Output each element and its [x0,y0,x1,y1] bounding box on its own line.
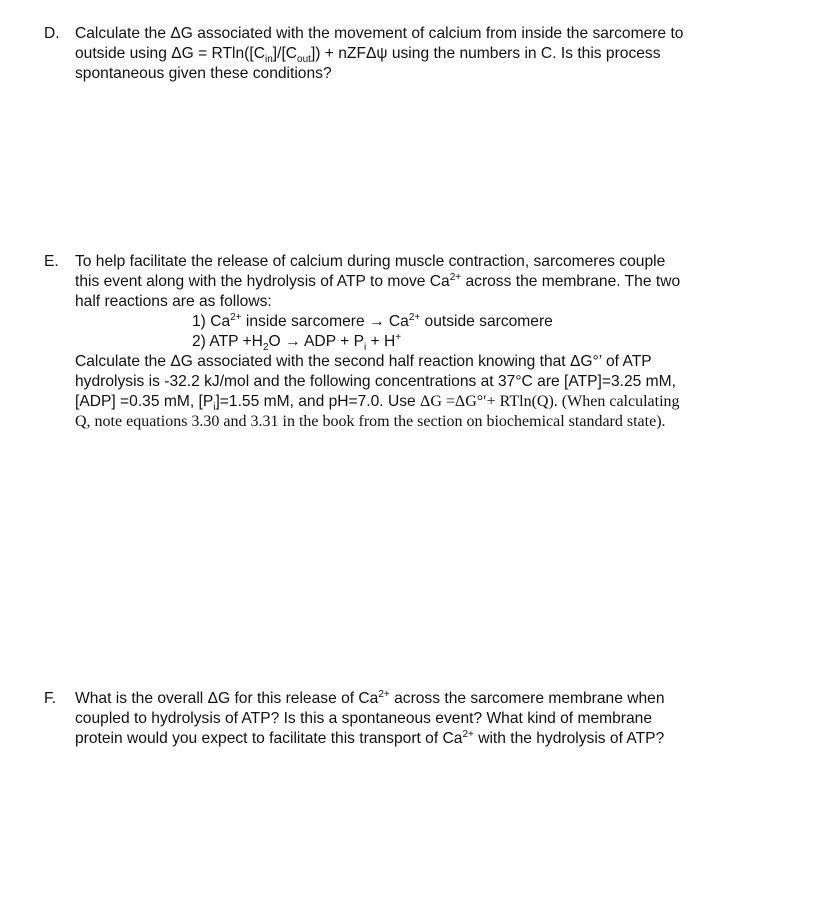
question-e-equation: ΔG =ΔG°′+ RTln(Q). (When calculating [420,393,680,410]
question-d-label: D. [44,25,60,42]
question-f-text-3-post: with the hydrolysis of ATP? [473,730,665,747]
question-f-label: F. [44,690,57,707]
half-reaction-1-mid: inside sarcomere → Ca [241,313,409,330]
subscript-i: i [363,342,367,354]
question-e-calc-2: hydrolysis is -32.2 kJ/mol and the following concentrations at 37°C are [ATP]=3.25 mM, [75,373,676,390]
question-e-text-1: To help facilitate the release of calcium during muscle contraction, sarcomeres couple [75,253,666,270]
question-d-text-1: Calculate the ΔG associated with the movement of calcium from inside the sarcomere to [75,25,684,42]
question-e-calc-3-mid: ]=1.55 mM, and pH=7.0. Use [215,393,421,410]
subscript-i: i [213,402,216,414]
question-e-calc-4: Q, note equations 3.30 and 3.31 in the book from the section on biochemical standard state). [75,413,666,430]
question-e-line-3: half reactions are as follows: [75,293,272,310]
question-e-calc-3-pre: [ADP] =0.35 mM, [P [75,393,214,410]
superscript-2plus: 2+ [462,728,474,740]
subscript-out: out [297,54,311,66]
question-f-text-1-pre: What is the overall ΔG for this release of Ca [75,690,379,707]
question-e-calc-3 [44,392,804,412]
question-d-line-2 [44,44,804,64]
question-d [44,24,804,84]
half-reaction-1-post: outside sarcomere [420,313,553,330]
question-e-text-2-pre: this event along with the hydrolysis of ATP to move Ca [75,273,450,290]
question-d-line-1 [44,24,804,44]
superscript-2plus: 2+ [378,688,390,700]
question-e [44,252,804,432]
superscript-2plus: 2+ [408,311,421,323]
superscript-2plus: 2+ [230,311,242,323]
question-f-line-2: coupled to hydrolysis of ATP? Is this a spontaneous event? What kind of membrane [75,710,652,727]
question-e-line-1 [44,252,804,272]
question-d-line-3: spontaneous given these conditions? [75,65,332,82]
half-reaction-2-mid2: + H [366,333,396,350]
half-reaction-2-mid: O → ADP + P [268,333,364,350]
question-f-line-3 [44,729,804,749]
half-reaction-1 [44,312,804,332]
half-reaction-1-pre: 1) Ca [192,313,231,330]
superscript-2plus: 2+ [449,271,462,283]
question-f [44,689,804,749]
question-d-equation-mid: ]/[C [272,45,298,62]
question-f-text-1-post: across the sarcomere membrane when [389,690,665,707]
subscript-in: in [264,54,273,66]
half-reaction-2-pre: 2) ATP +H [192,333,263,350]
question-d-equation-post: ]) + nZFΔψ using the numbers in C. Is this process [310,45,661,62]
question-f-text-3-pre: protein would you expect to facilitate this transport of Ca [75,730,463,747]
question-e-calc-1: Calculate the ΔG associated with the second half reaction knowing that ΔG°’ of ATP [75,353,652,370]
question-e-line-2 [44,272,804,292]
question-f-line-1 [44,689,804,709]
question-d-equation-pre: outside using ΔG = RTln([C [75,45,265,62]
question-e-text-2-post: across the membrane. The two [461,273,681,290]
subscript-2: 2 [262,342,269,354]
superscript-plus: + [395,331,402,343]
question-e-label: E. [44,253,59,270]
half-reaction-2 [44,332,804,352]
